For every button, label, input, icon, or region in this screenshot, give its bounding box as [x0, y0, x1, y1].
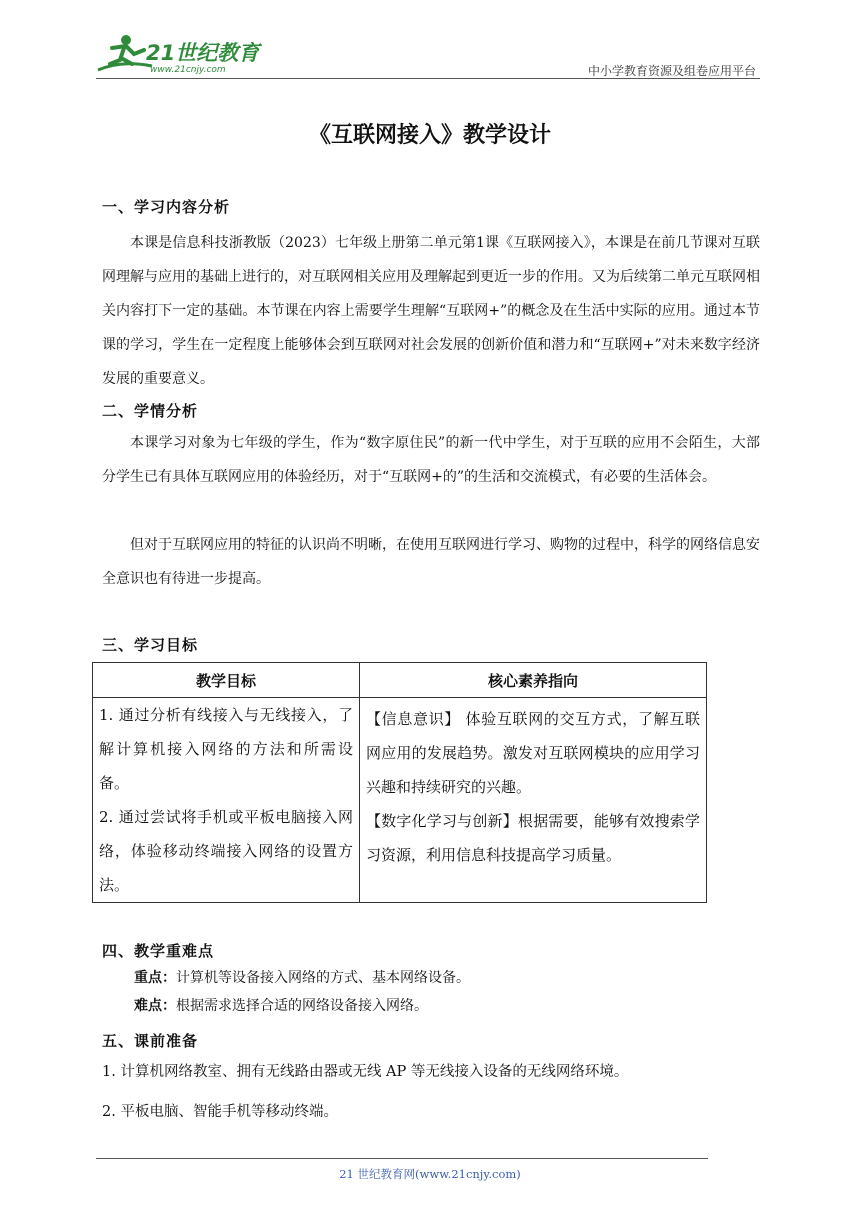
learner-analysis-paragraph-1: 本课学习对象为七年级的学生，作为“数字原住民”的新一代中学生，对于互联的应用不会陌生，大部分学生已有具体互联网应用的体验经历，对于“互联网+的”的生活和交流模式，有必要的生活体会。 — [102, 435, 760, 485]
teaching-goal-2: 2. 通过尝试将手机或平板电脑接入网络，体验移动终端接入网络的设置方法。 — [99, 808, 353, 894]
site-logo — [92, 30, 262, 78]
document-title: 《互联网接入》教学设计 — [308, 123, 551, 148]
svg-text:www.21cnjy.com: www.21cnjy.com — [150, 65, 226, 75]
content-analysis-paragraph: 本课是信息科技浙教版（2023）七年级上册第二单元第1课《互联网接入》，本课是在前几节课对互联网理解与应用的基础上进行的，对互联网相关应用及理解起到更近一步的作用。又为后续第二单元互联网相关内容打下一定的基础。本节课在内容上需要学生理解“互联网+”的概念及在生活中实际的应用。通过本节课的学习，学生在一定程度上能够体会到互联网对社会发展的创新价值和潜力和“互联网+”对未来数字经济发展的重要意义。 — [102, 235, 760, 387]
table-header-row — [93, 663, 707, 698]
table-row — [93, 698, 707, 903]
platform-name: 中小学教育资源及组卷应用平台 — [587, 64, 756, 78]
svg-text:21世纪教育: 21世纪教育 — [146, 41, 260, 65]
preparation-item-2: 2. 平板电脑、智能手机等移动终端。 — [102, 1104, 338, 1120]
runner-icon — [92, 30, 262, 78]
table-header-core-literacy: 核心素养指向 — [360, 663, 707, 698]
section-heading-learning-goals: 三、学习目标 — [102, 636, 199, 654]
section-heading-key-difficult: 四、教学重难点 — [102, 942, 215, 960]
learner-analysis-paragraph-2: 但对于互联网应用的特征的认识尚不明晰，在使用互联网进行学习、购物的过程中，科学的网络信息安全意识也有待进一步提高。 — [102, 537, 760, 587]
table-header-teaching-goals: 教学目标 — [93, 663, 360, 698]
difficult-point — [134, 992, 428, 1020]
footer-divider — [96, 1158, 708, 1159]
section-heading-content-analysis: 一、学习内容分析 — [102, 198, 231, 216]
learning-goals-table — [92, 662, 707, 903]
teaching-goals-cell — [93, 698, 360, 903]
teaching-goal-1: 1. 通过分析有线接入与无线接入，了解计算机接入网络的方法和所需设备。 — [99, 706, 353, 792]
section-heading-preparation: 五、课前准备 — [102, 1032, 199, 1050]
key-point-text: 计算机等设备接入网络的方式、基本网络设备。 — [176, 970, 470, 986]
key-point — [134, 964, 470, 992]
core-literacy-1: 【信息意识】 体验互联网的交互方式，了解互联网应用的发展趋势。激发对互联网模块的应用学习兴趣和持续研究的兴趣。 — [366, 710, 700, 796]
section-heading-learner-analysis: 二、学情分析 — [102, 402, 199, 420]
core-literacy-2: 【数字化学习与创新】根据需要，能够有效搜索学习资源，利用信息科技提高学习质量。 — [366, 812, 700, 864]
footer-site-link[interactable]: 21 世纪教育网(www.21cnjy.com) — [339, 1167, 521, 1181]
difficult-point-text: 根据需求选择合适的网络设备接入网络。 — [176, 998, 428, 1014]
header-divider — [96, 78, 760, 79]
preparation-item-1: 1. 计算机网络教室、拥有无线路由器或无线 AP 等无线接入设备的无线网络环境。 — [102, 1064, 629, 1080]
difficult-point-label: 难点： — [134, 998, 176, 1014]
key-point-label: 重点： — [134, 970, 176, 986]
core-literacy-cell — [360, 698, 707, 903]
